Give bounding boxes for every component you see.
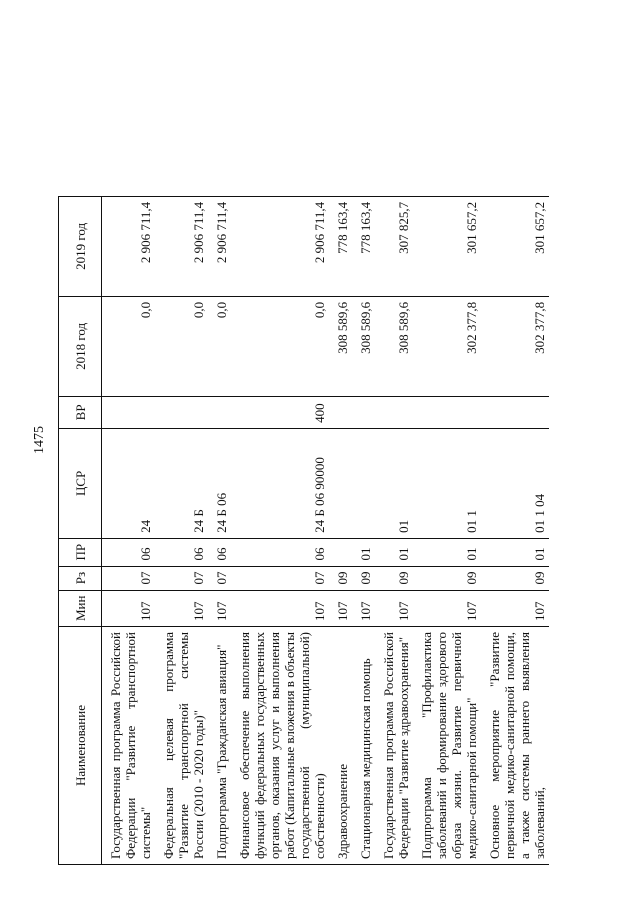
- row-name: Подпрограмма "Профилактика заболеваний и формирование здорового образа жизни. Развитие первичной медико-санитарной помощи": [413, 627, 481, 865]
- row-rz: 09: [481, 566, 549, 590]
- row-vr: [352, 396, 375, 428]
- row-vr: [102, 396, 156, 428]
- row-pr: 06: [208, 538, 231, 566]
- row-2018: 0,0: [102, 296, 156, 396]
- row-min: 107: [102, 590, 156, 626]
- budget-table: [58, 196, 549, 865]
- row-min: 107: [352, 590, 375, 626]
- header-2018: 2018 год: [59, 296, 102, 396]
- row-min: 107: [413, 590, 481, 626]
- row-pr: 01: [352, 538, 375, 566]
- header-2019: 2019 год: [59, 196, 102, 296]
- row-name: Основное мероприятие "Развитие первичной медико-санитарной помощи, а также системы раннего выявления заболеваний,: [481, 627, 549, 865]
- header-name: Наименование: [59, 627, 102, 865]
- header-csr: ЦСР: [59, 428, 102, 538]
- row-name: Финансовое обеспечение выполнения функций федеральных государственных органов, оказания услуг и выполнения работ (Капитальные вложения в объекты государственной (муниципальной) собственности): [231, 627, 329, 865]
- row-csr: [352, 428, 375, 538]
- row-min: 107: [481, 590, 549, 626]
- header-pr: ПР: [59, 538, 102, 566]
- row-name: Государственная программа Российской Федерации "Развитие здравоохранения": [375, 627, 413, 865]
- row-pr: 01: [481, 538, 549, 566]
- row-2019: 307 825,7: [375, 196, 413, 296]
- row-rz: 07: [208, 566, 231, 590]
- row-2018: 0,0: [208, 296, 231, 396]
- row-pr: 06: [102, 538, 156, 566]
- row-2018: 302 377,8: [413, 296, 481, 396]
- row-csr: 24: [102, 428, 156, 538]
- row-csr: 24 Б 06: [208, 428, 231, 538]
- row-csr: 01 1 04: [481, 428, 549, 538]
- row-2019: 778 163,4: [329, 196, 352, 296]
- row-pr: 01: [413, 538, 481, 566]
- row-pr: [329, 538, 352, 566]
- header-row: [59, 196, 102, 864]
- table-row: [231, 196, 329, 864]
- row-rz: 09: [352, 566, 375, 590]
- row-name: Здравоохранение: [329, 627, 352, 865]
- row-2019: 2 906 711,4: [208, 196, 231, 296]
- table-row: [375, 196, 413, 864]
- row-csr: 01 1: [413, 428, 481, 538]
- row-2019: 2 906 711,4: [102, 196, 156, 296]
- table-row: [413, 196, 481, 864]
- row-min: 107: [155, 590, 208, 626]
- row-2018: 308 589,6: [375, 296, 413, 396]
- table-row: [481, 196, 549, 864]
- row-name: Подпрограмма "Гражданская авиация": [208, 627, 231, 865]
- table-row: [329, 196, 352, 864]
- row-csr: 24 Б 06 90000: [231, 428, 329, 538]
- row-2018: 308 589,6: [352, 296, 375, 396]
- row-2019: 778 163,4: [352, 196, 375, 296]
- row-rz: 07: [231, 566, 329, 590]
- row-rz: 09: [375, 566, 413, 590]
- row-rz: 09: [329, 566, 352, 590]
- page-number: 1475: [32, 426, 47, 454]
- table-body: [102, 196, 550, 864]
- row-csr: 01: [375, 428, 413, 538]
- row-2018: 0,0: [155, 296, 208, 396]
- header-rz: Рз: [59, 566, 102, 590]
- row-vr: [375, 396, 413, 428]
- row-rz: 09: [413, 566, 481, 590]
- row-2019: 301 657,2: [413, 196, 481, 296]
- row-min: 107: [329, 590, 352, 626]
- row-2019: 2 906 711,4: [231, 196, 329, 296]
- row-vr: [208, 396, 231, 428]
- table-row: [352, 196, 375, 864]
- header-vr: ВР: [59, 396, 102, 428]
- row-vr: 400: [231, 396, 329, 428]
- row-vr: [329, 396, 352, 428]
- row-csr: 24 Б: [155, 428, 208, 538]
- row-2019: 301 657,2: [481, 196, 549, 296]
- row-pr: 01: [375, 538, 413, 566]
- row-name: Государственная программа Российской Федерации "Развитие транспортной системы": [102, 627, 156, 865]
- row-pr: 06: [231, 538, 329, 566]
- table-row: [208, 196, 231, 864]
- row-csr: [329, 428, 352, 538]
- row-2018: 302 377,8: [481, 296, 549, 396]
- row-2018: 0,0: [231, 296, 329, 396]
- row-min: 107: [375, 590, 413, 626]
- table-row: [155, 196, 208, 864]
- row-vr: [481, 396, 549, 428]
- row-name: Федеральная целевая программа "Развитие транспортной системы России (2010 - 2020 годы)": [155, 627, 208, 865]
- row-2019: 2 906 711,4: [155, 196, 208, 296]
- row-name: Стационарная медицинская помощь: [352, 627, 375, 865]
- row-rz: 07: [155, 566, 208, 590]
- header-min: Мин: [59, 590, 102, 626]
- row-2018: 308 589,6: [329, 296, 352, 396]
- row-vr: [413, 396, 481, 428]
- row-min: 107: [231, 590, 329, 626]
- row-vr: [155, 396, 208, 428]
- row-rz: 07: [102, 566, 156, 590]
- row-min: 107: [208, 590, 231, 626]
- row-pr: 06: [155, 538, 208, 566]
- table-row: [102, 196, 156, 864]
